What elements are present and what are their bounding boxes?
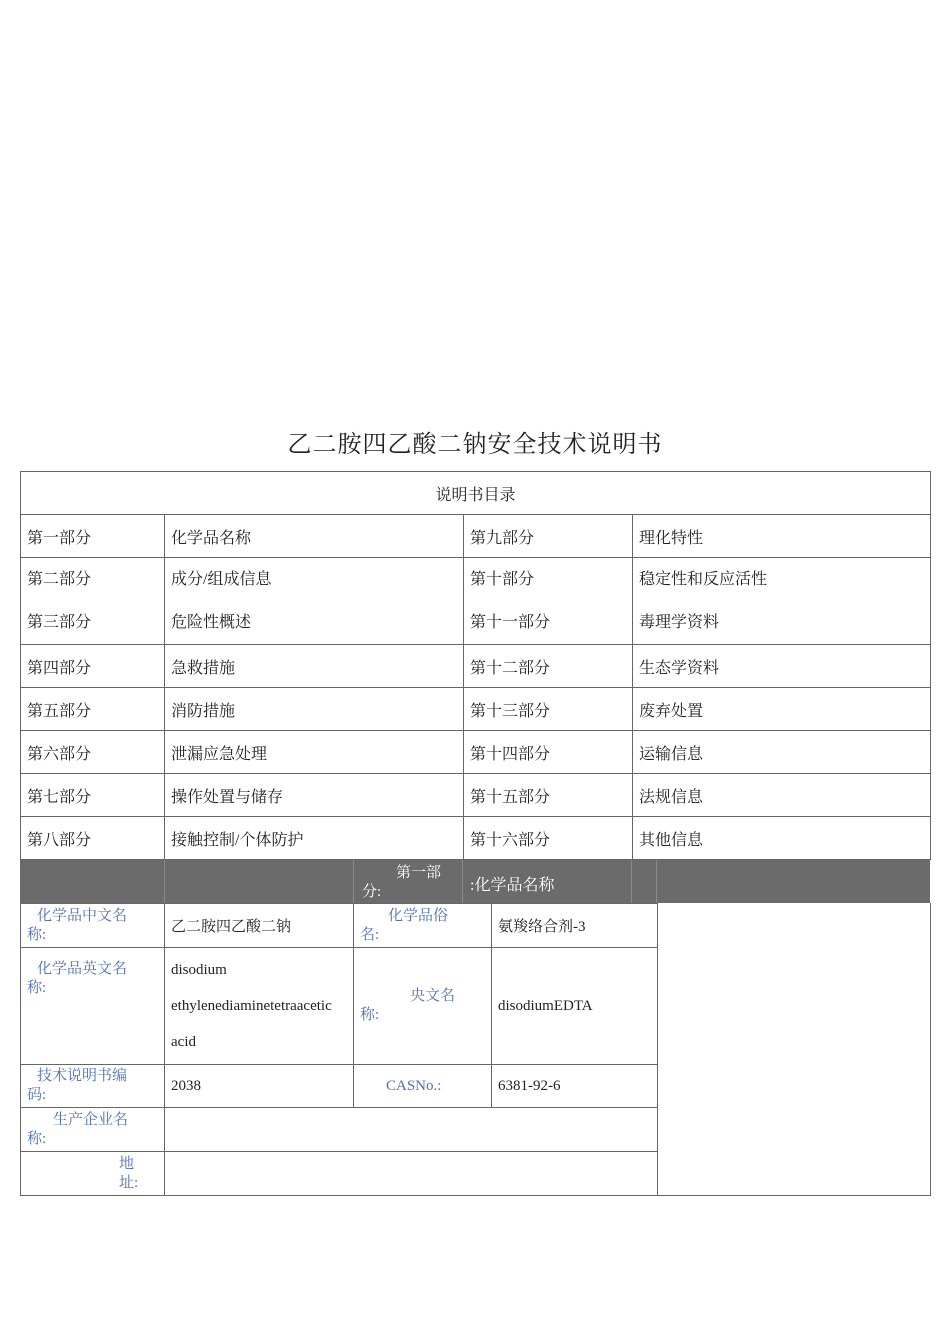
info-row xyxy=(21,948,658,1065)
info-row xyxy=(21,1152,658,1196)
en-name-label: 化学品英文名 称: xyxy=(21,948,165,1065)
cn-name-value: 乙二胺四乙酸二钠 xyxy=(165,904,354,948)
toc-part: 第六部分 xyxy=(21,731,165,774)
toc-row xyxy=(21,731,931,774)
toc-section: 法规信息 xyxy=(633,774,931,817)
toc-part: 第一部分 xyxy=(21,515,165,558)
toc-row xyxy=(21,645,931,688)
toc-section: 急救措施 xyxy=(165,645,464,688)
bar-divider xyxy=(631,860,632,903)
info-row xyxy=(21,1108,658,1152)
toc-part-cell xyxy=(21,558,165,645)
toc-section-cell xyxy=(633,558,931,645)
document-title: 乙二胺四乙酸二钠安全技术说明书 xyxy=(287,432,663,458)
toc-part: 第二部分 xyxy=(27,571,92,588)
toc-section: 毒理学资料 xyxy=(639,614,720,631)
info-row xyxy=(21,904,658,948)
toc-section: 其他信息 xyxy=(633,817,931,860)
toc-section: 操作处置与储存 xyxy=(165,774,464,817)
toc-row xyxy=(21,817,931,860)
toc-table xyxy=(20,471,931,860)
toc-section: 消防措施 xyxy=(165,688,464,731)
toc-part: 第七部分 xyxy=(21,774,165,817)
toc-part: 第十六部分 xyxy=(464,817,633,860)
bar-divider xyxy=(164,860,165,903)
toc-header: 说明书目录 xyxy=(21,472,931,515)
toc-section: 危险性概述 xyxy=(171,614,252,631)
toc-row-double xyxy=(21,558,931,645)
toc-section-cell xyxy=(165,558,464,645)
chemical-info-table xyxy=(20,903,658,1196)
common-name-label: 化学品俗 名: xyxy=(354,904,492,948)
toc-section: 生态学资料 xyxy=(633,645,931,688)
maker-label: 生产企业名 称: xyxy=(21,1108,165,1152)
toc-row xyxy=(21,688,931,731)
toc-part: 第四部分 xyxy=(21,645,165,688)
en-name-value: disodium ethylenediaminetetraacetic acid xyxy=(165,948,354,1065)
toc-row xyxy=(21,515,931,558)
toc-part: 第五部分 xyxy=(21,688,165,731)
toc-part: 第八部分 xyxy=(21,817,165,860)
tech-no-label: 技术说明书编 码: xyxy=(21,1065,165,1108)
toc-part: 第十五部分 xyxy=(464,774,633,817)
cn-name-label: 化学品中文名 称: xyxy=(21,904,165,948)
empty-right-area xyxy=(656,903,931,1196)
bar-divider xyxy=(462,860,463,903)
cas-label: CASNo.: xyxy=(354,1065,492,1108)
toc-section: 泄漏应急处理 xyxy=(165,731,464,774)
bar-divider xyxy=(656,860,657,903)
toc-part: 第三部分 xyxy=(27,614,92,631)
toc-section: 接触控制/个体防护 xyxy=(165,817,464,860)
common-name-value: 氨羧络合剂-3 xyxy=(492,904,658,948)
toc-section: 化学品名称 xyxy=(165,515,464,558)
toc-section: 运输信息 xyxy=(633,731,931,774)
toc-part: 第十一部分 xyxy=(470,614,551,631)
toc-part-cell xyxy=(464,558,633,645)
section-title: :化学品名称 xyxy=(470,877,555,894)
address-value xyxy=(165,1152,658,1196)
tech-no-value: 2038 xyxy=(165,1065,354,1108)
toc-section: 废弃处置 xyxy=(633,688,931,731)
maker-value xyxy=(165,1108,658,1152)
section-number: 第一部 分: xyxy=(362,865,442,900)
en-short-value: disodiumEDTA xyxy=(492,948,658,1065)
cas-value: 6381-92-6 xyxy=(492,1065,658,1108)
section-header-bar xyxy=(20,860,930,903)
toc-header-row xyxy=(21,472,931,515)
toc-part: 第十四部分 xyxy=(464,731,633,774)
toc-row xyxy=(21,774,931,817)
toc-part: 第九部分 xyxy=(464,515,633,558)
bar-divider xyxy=(353,860,354,903)
info-row xyxy=(21,1065,658,1108)
en-short-label: 央文名 称: xyxy=(354,948,492,1065)
toc-section: 成分/组成信息 xyxy=(171,571,272,588)
toc-section: 理化特性 xyxy=(633,515,931,558)
toc-section: 稳定性和反应活性 xyxy=(639,571,768,588)
toc-part: 第十二部分 xyxy=(464,645,633,688)
toc-part: 第十三部分 xyxy=(464,688,633,731)
toc-part: 第十部分 xyxy=(470,571,535,588)
address-label: 地 址: xyxy=(21,1152,165,1196)
